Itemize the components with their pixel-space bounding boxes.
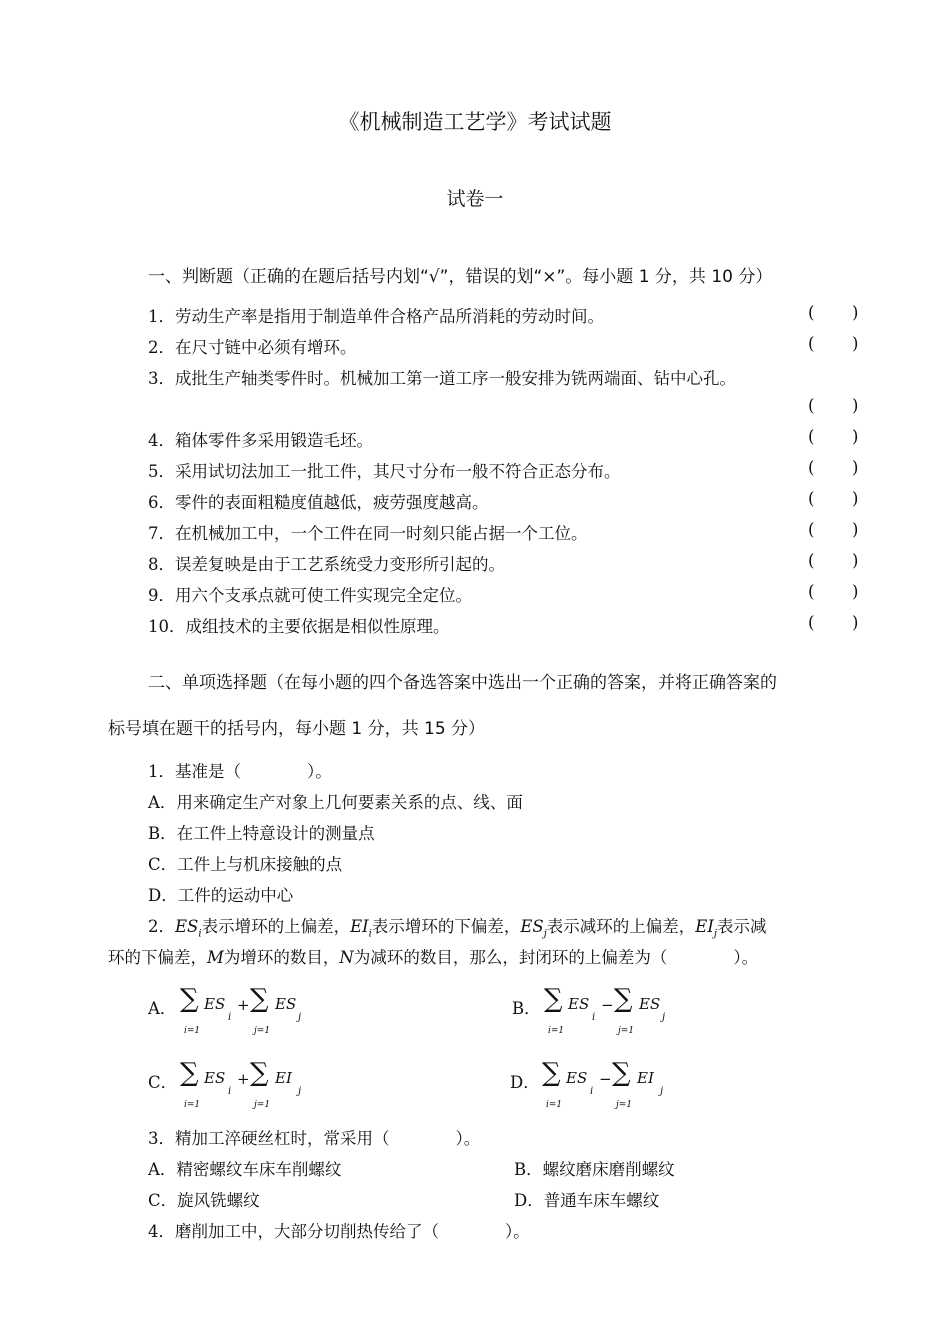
formula-subscript: i: [228, 1086, 232, 1097]
es-term: ES: [520, 917, 544, 936]
sum-limit: j=1: [616, 1100, 633, 1110]
sigma-symbol: ∑: [250, 1058, 269, 1088]
formula-term: ES: [566, 1069, 588, 1087]
formula-option-b: [512, 986, 712, 1040]
sum-limit: j=1: [254, 1100, 271, 1110]
formula-subscript: j: [662, 1012, 666, 1023]
formula-term: ES: [204, 995, 226, 1013]
sigma-symbol: ∑: [544, 984, 563, 1014]
formula-operator: −: [601, 996, 614, 1014]
ei-term: EI: [695, 917, 714, 936]
q3-stem: 3．精加工淬硬丝杠时，常采用（ ）。: [148, 1129, 481, 1148]
formula-subscript: i: [228, 1012, 232, 1023]
m-variable: M: [207, 948, 224, 967]
sum-limit: i=1: [548, 1026, 565, 1036]
page-subtitle: 试卷一: [446, 188, 504, 210]
judgment-item: 6．零件的表面粗糙度值越低，疲劳强度越高。: [148, 493, 489, 512]
q3-option-b: B．螺纹磨床磨削螺纹: [514, 1160, 675, 1179]
section1-heading: 一、判断题（正确的在题后括号内划“√”，错误的划“×”。每小题 1 分，共 10 分）: [148, 267, 773, 287]
q3-option-c: C．旋风铣螺纹: [148, 1191, 260, 1210]
option-label: A．: [148, 999, 177, 1018]
judgment-item: 10．成组技术的主要依据是相似性原理。: [148, 617, 450, 636]
q1-option-b: B．在工件上特意设计的测量点: [148, 824, 375, 843]
es-term: ES: [175, 917, 199, 936]
sum-limit: j=1: [254, 1026, 271, 1036]
judgment-item: 7．在机械加工中，一个工件在同一时刻只能占据一个工位。: [148, 524, 588, 543]
q3-option-a: A．精密螺纹车床车削螺纹: [148, 1160, 342, 1179]
ei-term: EI: [350, 917, 369, 936]
formula-term: ES: [639, 995, 661, 1013]
judgment-item: 5．采用试切法加工一批工件，其尺寸分布一般不符合正态分布。: [148, 462, 621, 481]
sum-limit: i=1: [184, 1026, 201, 1036]
option-label: C．: [148, 1073, 178, 1092]
section2-heading-line2: 标号填在题干的括号内，每小题 1 分，共 15 分）: [108, 719, 486, 739]
formula-term: ES: [275, 995, 297, 1013]
formula-option-c: [148, 1060, 348, 1114]
q3-option-d: D．普通车床车螺纹: [514, 1191, 660, 1210]
sigma-symbol: ∑: [250, 984, 269, 1014]
formula-option-a: [148, 986, 348, 1040]
formula-term: EI: [637, 1069, 654, 1087]
sigma-symbol: ∑: [542, 1058, 561, 1088]
option-label: B．: [512, 999, 541, 1018]
section2-heading-line1: 二、单项选择题（在每小题的四个备选答案中选出一个正确的答案，并将正确答案的: [148, 673, 777, 693]
page-title: 《机械制造工艺学》考试试题: [338, 110, 612, 134]
formula-option-d: [510, 1060, 710, 1114]
judgment-item: 4．箱体零件多采用锻造毛坯。: [148, 431, 373, 450]
sigma-symbol: ∑: [180, 1058, 199, 1088]
formula-operator: −: [599, 1070, 612, 1088]
formula-operator: +: [237, 996, 250, 1014]
judgment-item: 1．劳动生产率是指用于制造单件合格产品所消耗的劳动时间。: [148, 307, 604, 326]
judgment-item: 3．成批生产轴类零件时。机械加工第一道工序一般安排为铣两端面、钻中心孔。: [148, 369, 736, 388]
q1-stem: 1．基准是（ ）。: [148, 762, 332, 781]
judgment-item: 8．误差复映是由于工艺系统受力变形所引起的。: [148, 555, 505, 574]
sum-limit: j=1: [618, 1026, 635, 1036]
sigma-symbol: ∑: [612, 1058, 631, 1088]
formula-term: ES: [568, 995, 590, 1013]
q2-number: 2．: [148, 917, 175, 936]
n-variable: N: [339, 948, 354, 967]
q2-stem-line2: 环的下偏差，M为增环的数目，N为减环的数目，那么，封闭环的上偏差为（ ）。: [108, 948, 759, 967]
q1-option-a: A．用来确定生产对象上几何要素关系的点、线、面: [148, 793, 523, 812]
formula-subscript: i: [592, 1012, 596, 1023]
sigma-symbol: ∑: [614, 984, 633, 1014]
q2-stem-line1: 2．$ES_i$表示增环的上偏差，$EI_i$表示增环的下偏差，$ES_j$表示减环的上偏差，$EI_j$表示减: [148, 917, 767, 940]
formula-operator: +: [237, 1070, 250, 1088]
judgment-item: 2．在尺寸链中必须有增环。: [148, 338, 357, 357]
formula-subscript: j: [298, 1012, 302, 1023]
formula-subscript: i: [590, 1086, 594, 1097]
q4-stem: 4．磨削加工中，大部分切削热传给了（ ）。: [148, 1222, 530, 1241]
formula-term: EI: [275, 1069, 292, 1087]
sum-limit: i=1: [546, 1100, 563, 1110]
sigma-symbol: ∑: [180, 984, 199, 1014]
formula-term: ES: [204, 1069, 226, 1087]
q1-option-d: D．工件的运动中心: [148, 886, 294, 905]
option-label: D．: [510, 1073, 540, 1092]
q1-option-c: C．工件上与机床接触的点: [148, 855, 343, 874]
formula-subscript: j: [298, 1086, 302, 1097]
sum-limit: i=1: [184, 1100, 201, 1110]
formula-subscript: j: [660, 1086, 664, 1097]
judgment-item: 9．用六个支承点就可使工件实现完全定位。: [148, 586, 472, 605]
